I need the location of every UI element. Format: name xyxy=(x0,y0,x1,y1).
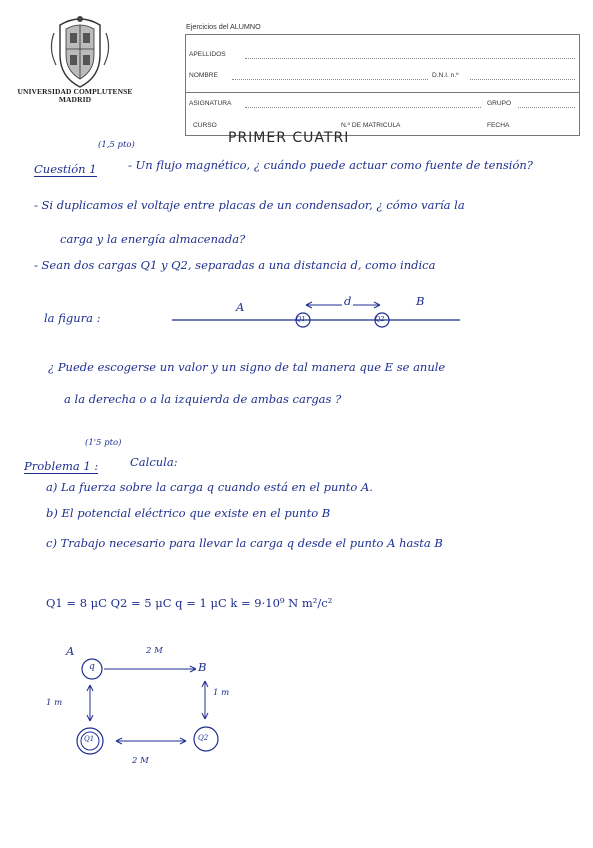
university-crest-icon xyxy=(46,15,114,89)
figure2-q2-label: Q2 xyxy=(198,734,209,742)
fecha-label: FECHA xyxy=(487,122,510,129)
question2-line2: carga y la energía almacenada? xyxy=(60,232,246,246)
university-line-1: UNIVERSIDAD COMPLUTENSE xyxy=(17,87,133,96)
asignatura-label: ASIGNATURA xyxy=(189,100,232,107)
question3-line4: a la derecha o a la izquierda de ambas cargas ? xyxy=(64,392,342,406)
problem1-points: (1'5 pto) xyxy=(85,438,122,448)
nombre-label: NOMBRE xyxy=(189,72,218,79)
figure1-label-b: B xyxy=(416,294,425,308)
figure2-bottom-distance: 2 M xyxy=(132,756,149,766)
form-title: Ejercicios del ALUMNO xyxy=(186,22,261,31)
dni-label: D.N.I. n.º xyxy=(432,72,459,79)
figure2-q1-label: Q1 xyxy=(84,735,95,743)
asignatura-field[interactable] xyxy=(245,107,481,108)
problem1-part-b: b) El potencial eléctrico que existe en el punto B xyxy=(46,506,331,520)
figure2-top-distance: 2 M xyxy=(146,646,163,656)
handwritten-heading: PRIMER CUATRI xyxy=(228,130,350,146)
student-data-form xyxy=(185,34,580,136)
figure2-label-b: B xyxy=(198,660,207,674)
problem1-part-a: a) La fuerza sobre la carga q cuando está en el punto A. xyxy=(46,480,373,494)
matricula-label: N.º DE MATRICULA xyxy=(341,122,401,129)
problem1-label: Problema 1 : xyxy=(24,459,99,473)
question1-label: Cuestión 1 xyxy=(34,162,97,176)
figure1-label-d: d xyxy=(344,294,352,308)
figure2-right-distance: 1 m xyxy=(213,688,230,698)
university-name xyxy=(12,88,138,104)
question1-line: - Un flujo magnético, ¿ cuándo puede actuar como fuente de tensión? xyxy=(128,158,533,172)
grupo-label: GRUPO xyxy=(487,100,512,107)
question2-line1: - Si duplicamos el voltaje entre placas de un condensador, ¿ cómo varía la xyxy=(34,198,465,212)
question1-points: (1,5 pto) xyxy=(98,140,135,150)
grupo-field[interactable] xyxy=(518,107,575,108)
question3-line3: ¿ Puede escogerse un valor y un signo de tal manera que E se anule xyxy=(48,360,446,374)
figure2-label-a: A xyxy=(66,644,75,658)
problem1-data: Q1 = 8 μC Q2 = 5 μC q = 1 μC k = 9·10⁹ N m²/c² xyxy=(46,596,333,610)
figure1-q1-label: Q1 xyxy=(296,315,306,323)
apellidos-label: APELLIDOS xyxy=(189,51,226,58)
figure1-label-a: A xyxy=(236,300,245,314)
problem1-part-c: c) Trabajo necesario para llevar la carga q desde el punto A hasta B xyxy=(46,536,443,550)
apellidos-field[interactable] xyxy=(245,58,575,59)
dni-field[interactable] xyxy=(470,79,575,80)
figure2-left-distance: 1 m xyxy=(46,698,63,708)
university-line-2: MADRID xyxy=(58,95,92,104)
form-divider xyxy=(186,92,579,93)
problem1-intro: Calcula: xyxy=(130,455,178,469)
question3-line1: - Sean dos cargas Q1 y Q2, separadas a una distancia d, como indica xyxy=(34,258,436,272)
figure2-q-label: q xyxy=(89,662,95,672)
nombre-field[interactable] xyxy=(232,79,428,80)
question3-line2: la figura : xyxy=(44,311,101,325)
figure1-q2-label: Q2 xyxy=(375,315,385,323)
curso-label: CURSO xyxy=(193,122,217,129)
